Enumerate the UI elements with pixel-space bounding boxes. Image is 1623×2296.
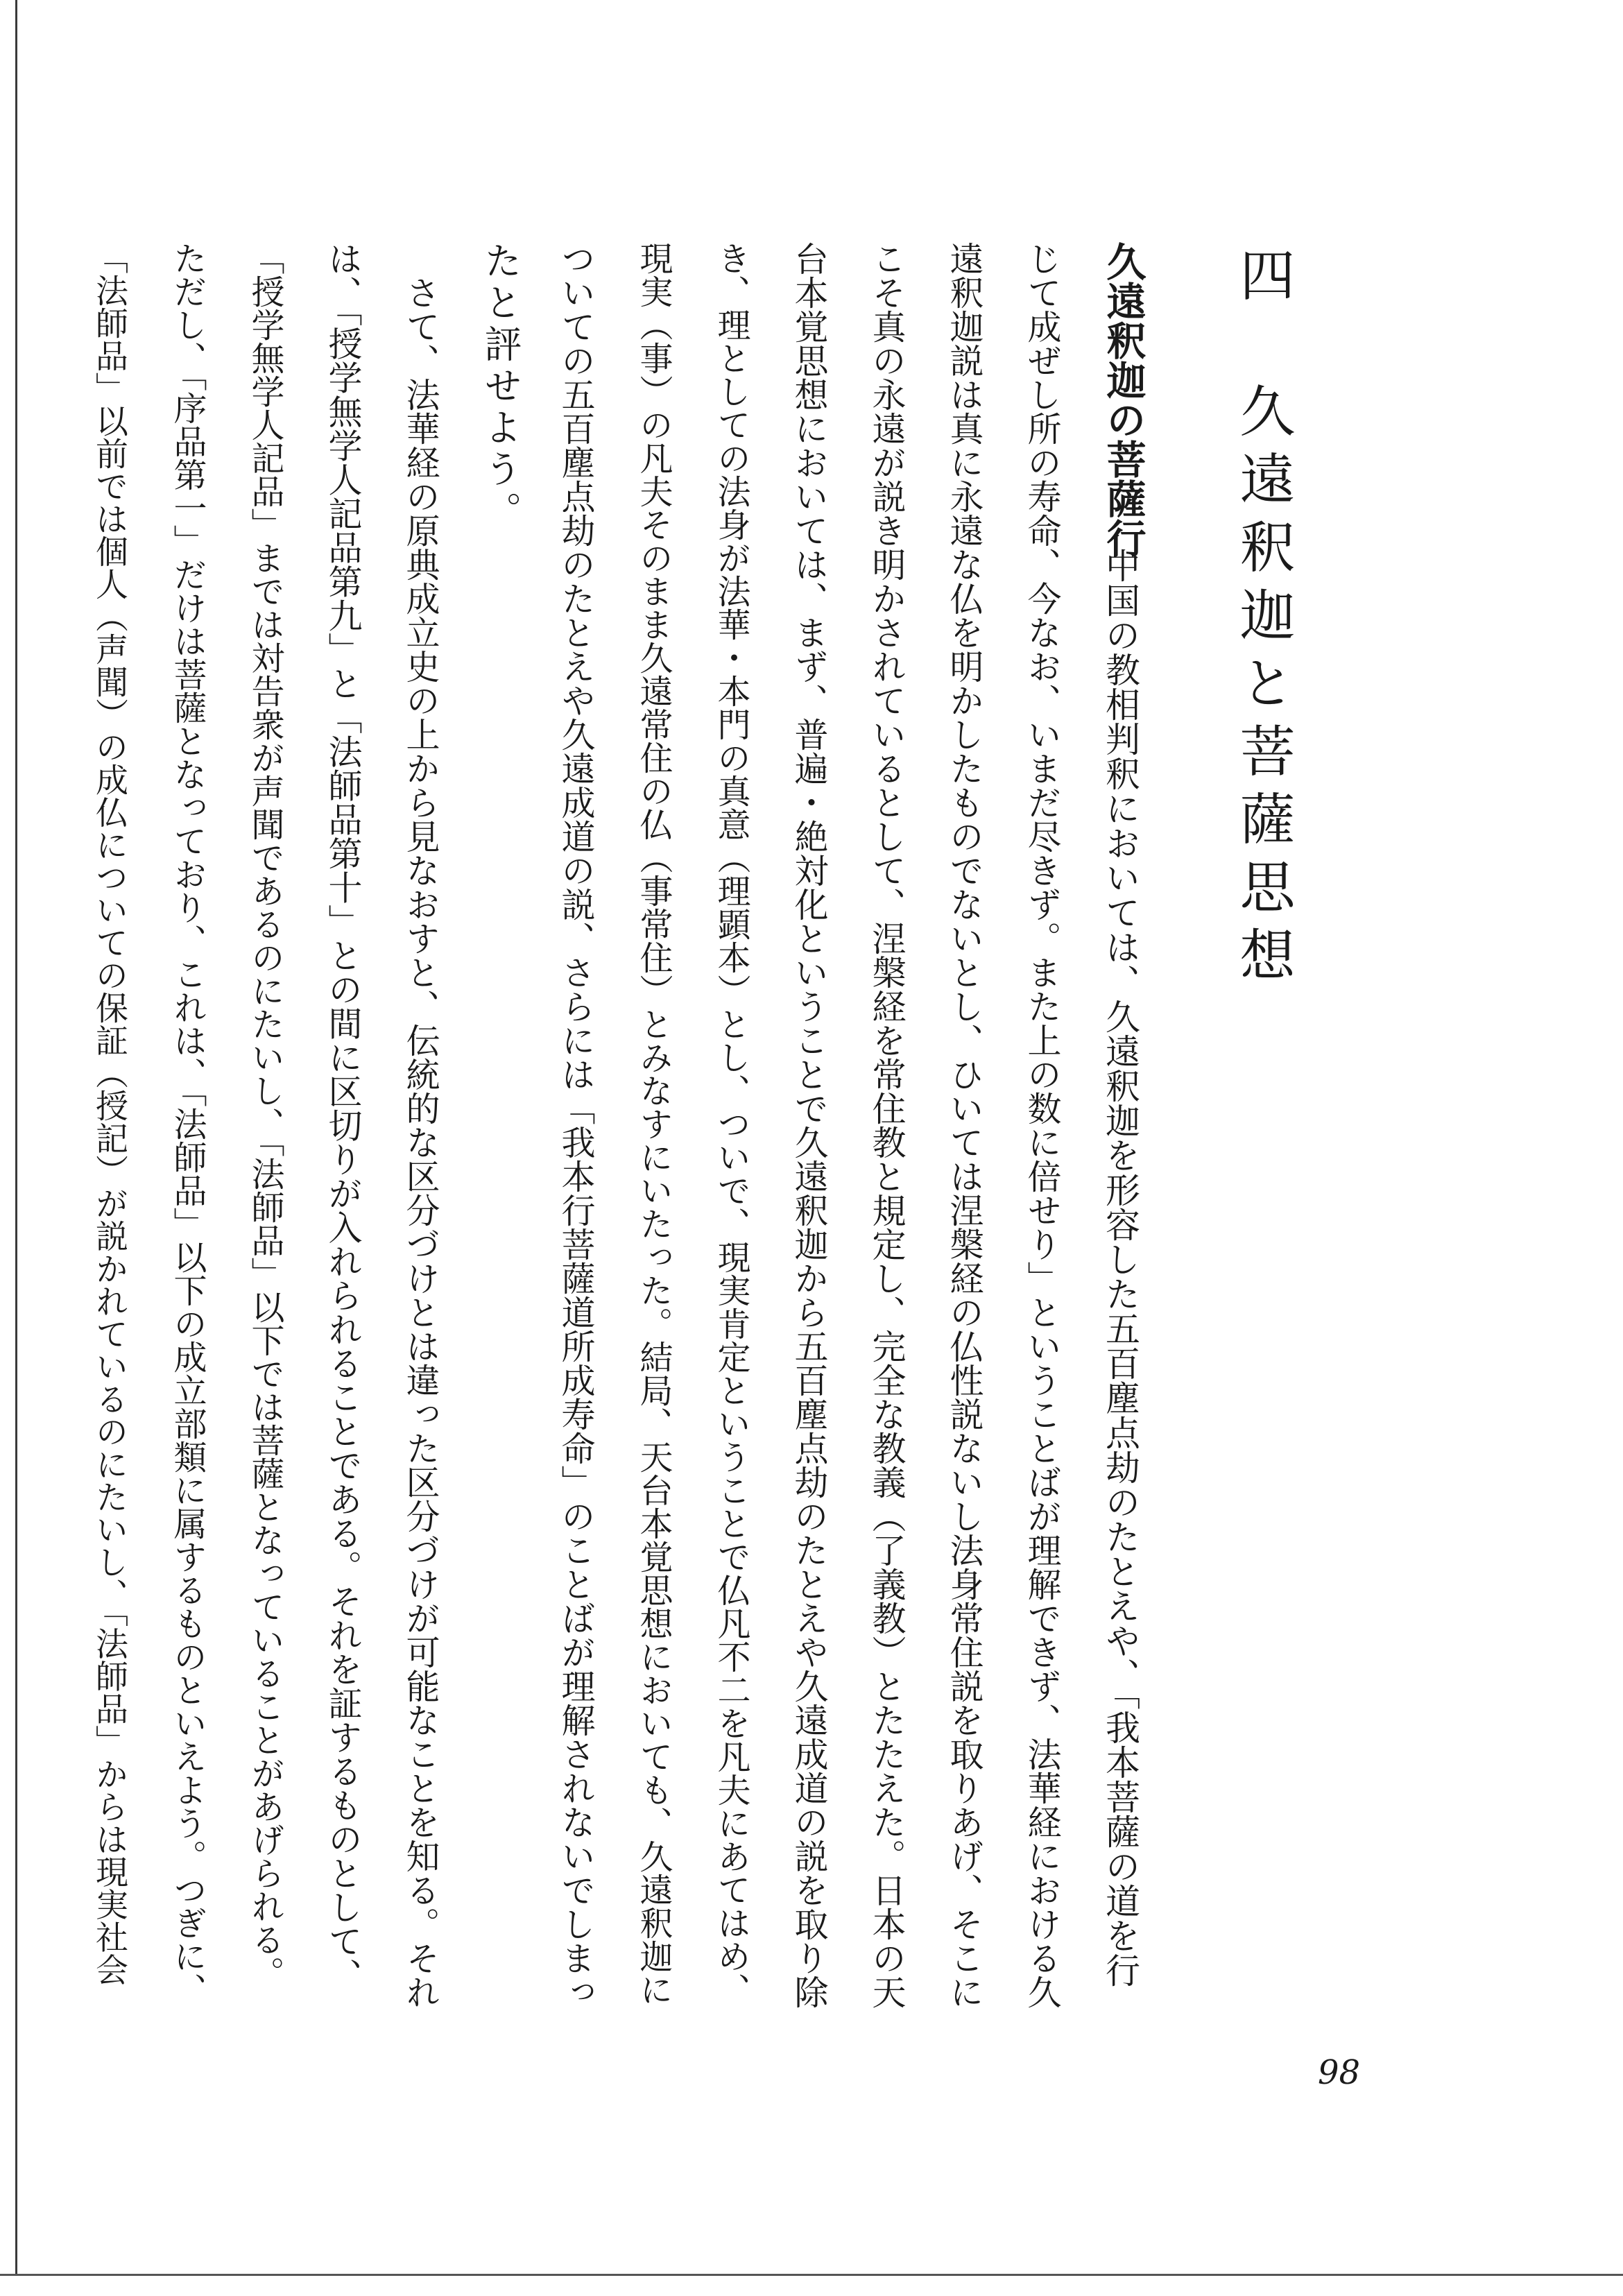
chapter-title: 四 久遠釈迦と菩薩思想 — [1230, 246, 1295, 994]
text-line-8: ついての五百塵点劫のたとえや久遠成道の説、さらには「我本行菩薩道所成寿命」のことばが理解されないでしまっ — [556, 241, 596, 2009]
text-line-5: 台本覚思想においては、まず、普遍・絶対化ということで久遠釈迦から五百塵点劫のたとえや久遠成道の説を取り除 — [789, 241, 829, 2009]
text-line-6: き、理としての法身が法華・本門の真意（理顕本）とし、ついで、現実肯定ということで仏凡不二を凡夫にあてはめ、 — [712, 241, 750, 2006]
text-line-4: こそ真の永遠が説き明かされているとして、涅槃経を常住教と規定し、完全な教義（了義教）とたたえた。日本の天 — [867, 241, 907, 2009]
text-line-9: たと評せよう。 — [479, 241, 522, 533]
text-line-12: 「授学無学人記品」までは対告衆が声聞であるのにたいし、「法師品」以下では菩薩となっていることがあげられる。 — [246, 241, 284, 1989]
text-line-2: じて成ぜし所の寿命、今なお、いまだ尽きず。また上の数に倍せり」ということばが理解できず、法華経における久 — [1022, 241, 1062, 2009]
text-line-14: 「法師品」以前では個人（声聞）の成仏についての保証（授記）が説かれているのにたいし、「法師品」からは現実社会 — [90, 241, 128, 1986]
page-left-edge — [15, 0, 17, 2275]
text-line-7: 現実（事）の凡夫そのまま久遠常住の仏（事常住）とみなすにいたった。結局、天台本覚思想においても、久遠釈迦に — [634, 241, 673, 2006]
page-number: 98 — [1318, 2053, 1361, 2092]
page-bottom-edge — [0, 2274, 1623, 2276]
text-line-3: 遠釈迦説は真に永遠な仏を明かしたものでないとし、ひいては涅槃経の仏性説ないし法身常住説を取りあげ、そこに — [945, 241, 984, 2009]
text-line-13: ただし、「序品第一」だけは菩薩となっており、これは、「法師品」以下の成立部類に属するものといえよう。つぎに、 — [168, 241, 207, 2006]
text-line-1: 中国の教相判釈においては、久遠釈迦を形容した五百塵点劫のたとえや、「我本菩薩の道を行 — [1100, 548, 1140, 1987]
section-heading: 久遠釈迦の菩薩行 — [1100, 241, 1146, 558]
text-line-11: は、「授学無学人記品第九」と「法師品第十」との間に区切りが入れられることである。それを証するものとして、 — [323, 241, 363, 1992]
text-line-10: さて、法華経の原典成立史の上から見なおすと、伝統的な区分づけとは違った区分づけが可能なことを知る。それ — [401, 241, 440, 2009]
